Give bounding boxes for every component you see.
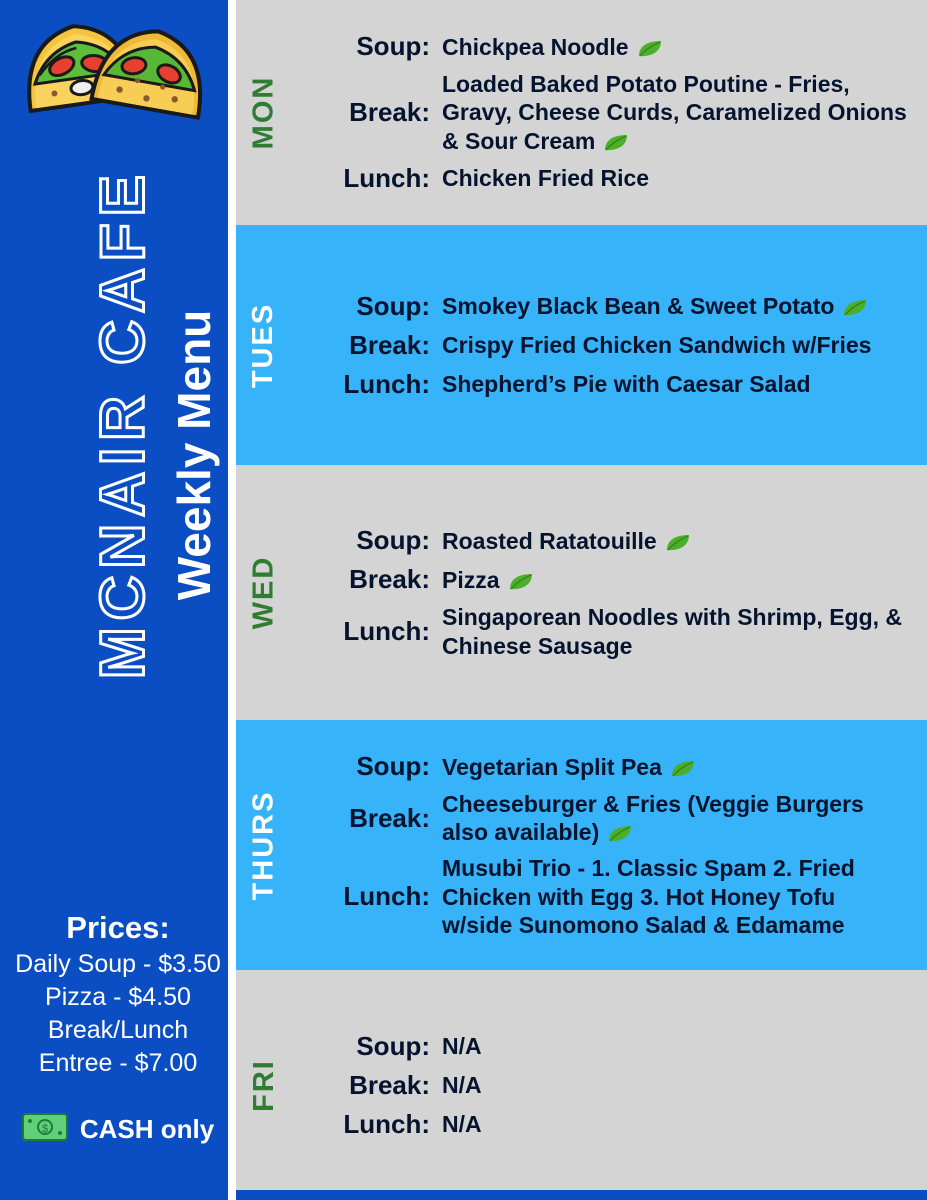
meal-label: Break: — [349, 1069, 430, 1100]
day-section-wed — [236, 465, 927, 720]
prices-heading: Prices: — [66, 910, 170, 945]
meal-value: Vegetarian Split Pea — [442, 753, 927, 781]
meal-value: Shepherd’s Pie with Caesar Salad — [442, 370, 811, 397]
meal-label: Break: — [349, 802, 430, 833]
meal-row — [292, 1105, 927, 1144]
meal-label: Break: — [349, 96, 430, 127]
cash-note-label: CASH only — [79, 1114, 215, 1144]
meal-value: Singaporean Noodles with Shrimp, Egg, & Chinese Sausage — [442, 604, 903, 659]
meal-row — [292, 747, 927, 786]
day-section-fri — [236, 970, 927, 1200]
day-label-tues: TUES — [247, 302, 280, 388]
meal-row — [292, 159, 927, 198]
meal-row — [292, 27, 927, 66]
leaf-vegetarian-icon — [603, 130, 629, 148]
meal-label: Soup: — [356, 1030, 430, 1061]
meal-value: Chicken Fried Rice — [442, 165, 650, 192]
price-line: Daily Soup - $3.50 — [15, 950, 221, 978]
meal-row — [292, 365, 927, 404]
meal-value: Cheeseburger & Fries (Veggie Burgers also available) — [442, 791, 864, 846]
leaf-vegetarian-icon — [607, 821, 633, 839]
meal-label: Soup: — [356, 290, 430, 321]
meal-label: Lunch: — [343, 368, 430, 399]
meal-value: Loaded Baked Potato Poutine - Fries, Gravy, Cheese Curds, Caramelized Onions & Sour Cream — [442, 71, 907, 154]
meal-label: Lunch: — [343, 616, 430, 646]
meal-row — [292, 1027, 927, 1066]
meal-label: Lunch: — [343, 881, 430, 912]
title-block — [0, 150, 236, 880]
meal-label: Lunch: — [343, 1108, 430, 1139]
price-line: Pizza - $4.50 — [45, 983, 191, 1011]
meal-row — [292, 1066, 927, 1105]
meal-row — [292, 521, 927, 560]
day-section-mon — [236, 0, 927, 225]
leaf-vegetarian-icon — [637, 36, 663, 54]
meal-row — [292, 287, 927, 326]
meal-value: Smokey Black Bean & Sweet Potato — [442, 292, 927, 320]
day-label-mon: MON — [247, 75, 280, 150]
leaf-vegetarian-icon — [842, 295, 868, 313]
sidebar — [0, 0, 236, 1200]
meal-label: Soup: — [356, 525, 430, 556]
meal-value: N/A — [442, 1071, 482, 1098]
bottom-accent-bar — [236, 1190, 927, 1200]
meal-label: Lunch: — [343, 162, 430, 193]
meal-value: Pizza — [442, 566, 927, 594]
meal-label: Break: — [349, 329, 430, 360]
meal-label: Soup: — [356, 751, 430, 782]
meal-row — [292, 599, 927, 663]
day-label-wed: WED — [247, 555, 280, 630]
page-title: MCNAIR CAFE — [88, 168, 158, 679]
leaf-vegetarian-icon — [665, 530, 691, 548]
meal-row — [292, 560, 927, 599]
svg-text:$: $ — [41, 1123, 48, 1135]
meal-value: Crispy Fried Chicken Sandwich w/Fries — [442, 331, 872, 358]
meal-label: Break: — [349, 564, 430, 595]
meal-row — [292, 326, 927, 365]
prices-block — [0, 910, 236, 1080]
meal-label: Soup: — [356, 31, 430, 62]
meal-value: Chickpea Noodle — [442, 33, 927, 61]
day-label-thurs: THURS — [247, 790, 280, 900]
day-label-fri: FRI — [247, 1058, 280, 1112]
money-bill-icon — [22, 1113, 68, 1146]
meal-row — [292, 66, 927, 158]
meal-value: Roasted Ratatouille — [442, 527, 927, 555]
leaf-vegetarian-icon — [508, 569, 534, 587]
meal-value: N/A — [442, 1110, 482, 1137]
meal-row — [292, 786, 927, 850]
price-line: Entree - $7.00 — [38, 1049, 198, 1077]
day-section-thurs — [236, 720, 927, 970]
cash-note-row — [0, 1113, 236, 1146]
leaf-vegetarian-icon — [670, 756, 696, 774]
meal-row — [292, 850, 927, 942]
page-subtitle: Weekly Menu — [168, 309, 220, 601]
weekly-menu — [236, 0, 927, 1200]
meal-value: N/A — [442, 1032, 482, 1059]
day-section-tues — [236, 225, 927, 465]
meal-value: Musubi Trio - 1. Classic Spam 2. Fried Chicken with Egg 3. Hot Honey Tofu w/side Sunomono Salad & Edamame — [442, 855, 855, 938]
price-line: Break/Lunch — [47, 1016, 189, 1044]
